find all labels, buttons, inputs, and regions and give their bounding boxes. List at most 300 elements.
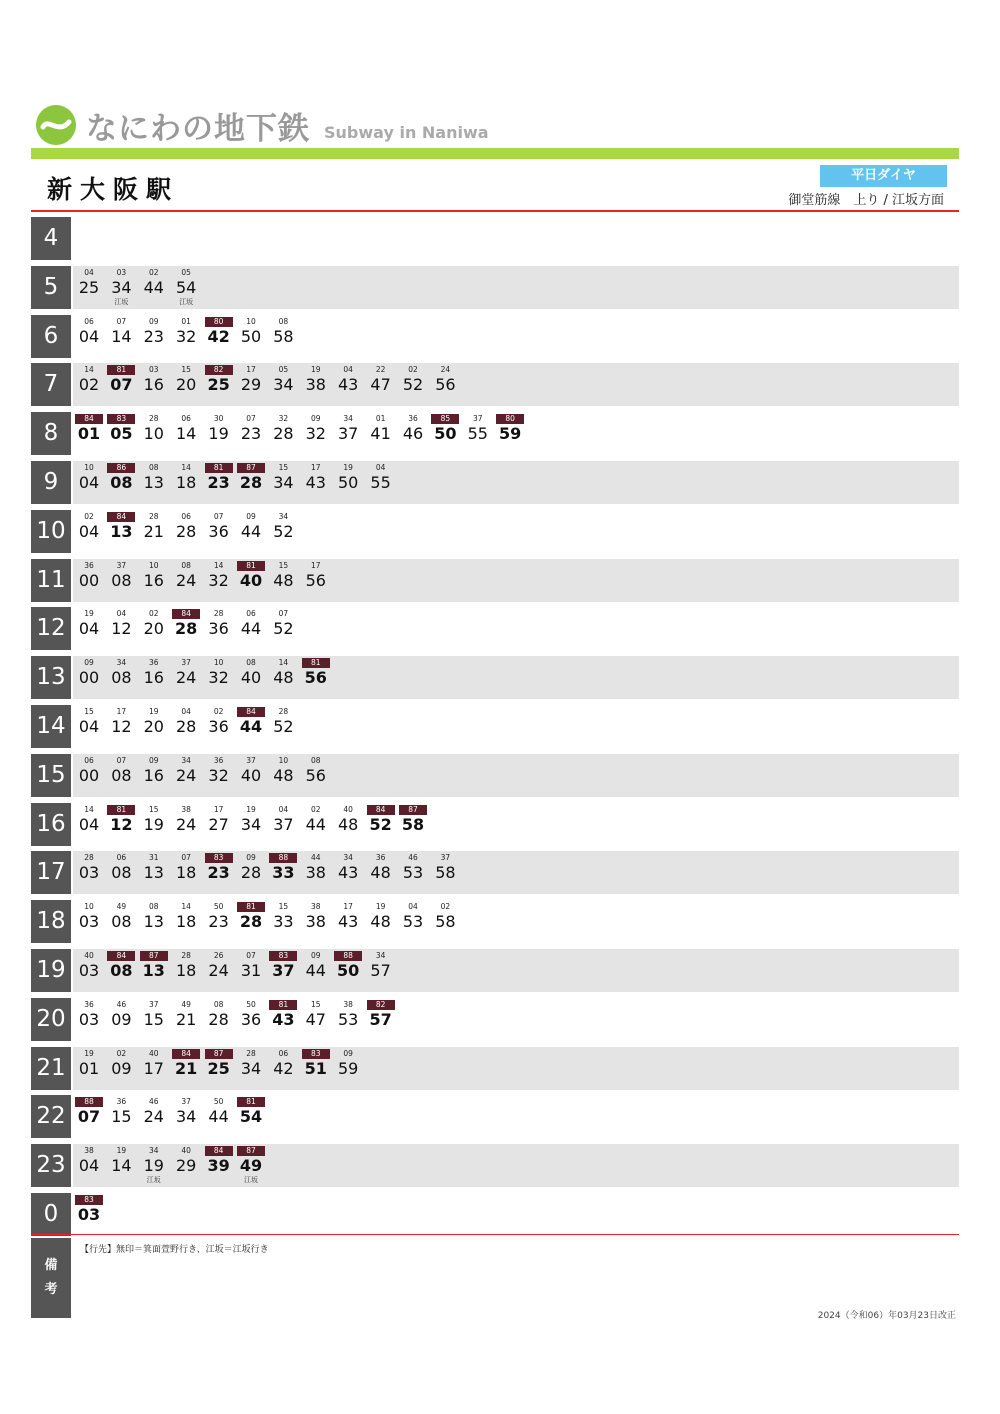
hour-row [31, 705, 959, 748]
departure [235, 510, 267, 553]
departure [170, 998, 202, 1041]
train-number: 40 [343, 804, 353, 814]
departure-minute: 00 [78, 668, 100, 688]
departure-minute: 58 [273, 326, 294, 346]
departure-minute: 13 [143, 863, 164, 883]
train-number: 40 [149, 1048, 159, 1058]
departure-minute: 52 [402, 375, 424, 395]
train-number: 84 [205, 1146, 233, 1156]
departure-minute: 18 [176, 472, 197, 492]
departure-minute: 13 [143, 472, 164, 492]
hour-row [31, 315, 959, 358]
departure [300, 1047, 332, 1090]
departure [235, 461, 267, 504]
departure [105, 851, 137, 894]
departure [267, 461, 299, 504]
header-divider [31, 148, 959, 159]
departure [105, 510, 137, 553]
train-number: 06 [278, 1048, 289, 1058]
brand-name: なにわの地下鉄 [86, 110, 310, 147]
departure [365, 412, 397, 455]
train-number: 83 [75, 1195, 103, 1205]
hour-label: 17 [31, 851, 71, 894]
train-number: 09 [246, 511, 256, 521]
train-number: 09 [246, 853, 256, 863]
train-number: 28 [213, 609, 224, 619]
departure-minute: 19 [143, 1156, 164, 1176]
departure [105, 754, 137, 797]
departure [267, 803, 299, 846]
departure-minute: 20 [176, 375, 197, 395]
departure [300, 559, 332, 602]
departure-minute: 56 [435, 375, 456, 395]
train-number: 15 [278, 560, 289, 570]
departure [397, 412, 429, 455]
train-number: 04 [375, 462, 386, 472]
departure [138, 949, 170, 992]
train-number: 81 [107, 365, 135, 375]
departure-minute: 03 [78, 863, 100, 883]
departure-minute: 46 [402, 424, 424, 444]
train-number: 88 [334, 951, 362, 961]
departure-minute: 15 [143, 1009, 164, 1029]
departure-minute: 44 [305, 814, 326, 834]
departure [73, 900, 105, 943]
departure-minute: 28 [273, 424, 294, 444]
train-number: 36 [84, 560, 94, 570]
departure-minute: 21 [143, 521, 164, 541]
departures [73, 803, 959, 846]
departure [300, 900, 332, 943]
departure [235, 607, 267, 650]
departure-minute: 24 [176, 570, 197, 590]
departure [170, 900, 202, 943]
departure-minute: 03 [77, 1204, 101, 1224]
departure-minute: 58 [435, 863, 456, 883]
train-number: 02 [213, 706, 224, 716]
train-number: 17 [311, 462, 321, 472]
train-number: 88 [75, 1097, 103, 1107]
departure-minute: 44 [240, 619, 262, 639]
departure-minute: 32 [176, 326, 197, 346]
departure-minute: 07 [77, 1107, 101, 1127]
hour-label: 10 [31, 510, 71, 553]
departure-minute: 01 [77, 424, 101, 444]
departure-minute: 08 [111, 863, 132, 883]
departures [73, 754, 959, 797]
departure-minute: 16 [143, 375, 164, 395]
departure [170, 461, 202, 504]
train-number: 07 [246, 950, 256, 960]
departures [73, 949, 959, 992]
remarks-text: 【行先】無印＝箕面萱野行き、江坂＝江坂行き [80, 1245, 269, 1255]
departure [267, 949, 299, 992]
departure-minute: 21 [175, 1058, 198, 1078]
hour-row [31, 1095, 959, 1138]
train-number: 02 [116, 1048, 127, 1058]
departure [235, 900, 267, 943]
departure [138, 363, 170, 406]
departure-minute: 48 [273, 765, 294, 785]
train-number: 87 [140, 951, 168, 961]
departure [203, 656, 235, 699]
departure-minute: 32 [305, 424, 326, 444]
departure [429, 412, 461, 455]
train-number: 36 [408, 414, 418, 424]
departure [170, 607, 202, 650]
train-number: 36 [149, 658, 159, 668]
train-number: 80 [205, 317, 233, 327]
train-number: 15 [181, 365, 191, 375]
train-number: 07 [213, 511, 224, 521]
hour-row [31, 998, 959, 1041]
hour-label: 0 [31, 1193, 71, 1236]
departure [203, 754, 235, 797]
departure-minute: 53 [402, 912, 424, 932]
departure [332, 998, 364, 1041]
departure-minute: 38 [305, 375, 326, 395]
train-number: 08 [149, 902, 159, 912]
departure-minute: 24 [208, 960, 229, 980]
departure [73, 1144, 105, 1187]
train-number: 17 [116, 706, 127, 716]
train-number: 80 [496, 414, 524, 424]
departure [365, 803, 397, 846]
departure [203, 998, 235, 1041]
departure [267, 1047, 299, 1090]
departure-minute: 42 [273, 1058, 294, 1078]
departure [138, 705, 170, 748]
departure [73, 510, 105, 553]
departure [300, 656, 332, 699]
departure-minute: 04 [78, 472, 100, 492]
train-number: 02 [149, 267, 159, 277]
train-number: 05 [278, 365, 289, 375]
hour-row [31, 217, 959, 260]
departure-minute: 29 [240, 375, 262, 395]
departure-minute: 43 [338, 912, 359, 932]
train-number: 46 [408, 853, 418, 863]
departure [203, 461, 235, 504]
train-number: 19 [116, 1146, 127, 1156]
train-number: 81 [237, 902, 265, 912]
departure-minute: 14 [176, 424, 197, 444]
train-number: 09 [149, 755, 159, 765]
departure-minute: 34 [240, 814, 262, 834]
departure-minute: 32 [208, 668, 229, 688]
departure-minute: 25 [78, 277, 100, 297]
departure [235, 949, 267, 992]
train-number: 10 [149, 560, 159, 570]
departure-minute: 34 [111, 277, 132, 297]
departure [170, 363, 202, 406]
departure-minute: 27 [208, 814, 229, 834]
train-number: 01 [375, 414, 386, 424]
train-number: 14 [181, 902, 191, 912]
train-number: 05 [181, 267, 191, 277]
departure-minute: 18 [176, 960, 197, 980]
departure [73, 998, 105, 1041]
departure-minute: 53 [338, 1009, 359, 1029]
departure [170, 656, 202, 699]
departure [365, 998, 397, 1041]
hour-row [31, 363, 959, 406]
departure [397, 803, 429, 846]
train-number: 10 [84, 902, 94, 912]
departure-minute: 48 [273, 668, 294, 688]
departure-minute: 39 [207, 1156, 230, 1176]
hour-row [31, 559, 959, 602]
remarks-label-2: 考 [44, 1282, 58, 1297]
hour-label: 12 [31, 607, 71, 650]
departure [138, 461, 170, 504]
train-number: 10 [84, 462, 94, 472]
departure-minute: 57 [370, 960, 391, 980]
departure [203, 559, 235, 602]
train-number: 84 [107, 512, 135, 522]
departure-minute: 23 [207, 472, 230, 492]
train-number: 34 [343, 414, 353, 424]
departure [105, 803, 137, 846]
remarks-divider [31, 1234, 959, 1235]
departure-minute: 28 [176, 521, 197, 541]
departure-minute: 03 [78, 912, 100, 932]
departures [73, 607, 959, 650]
departure-minute: 50 [338, 472, 359, 492]
departure [429, 363, 461, 406]
departure-minute: 04 [78, 716, 100, 736]
train-number: 38 [311, 902, 321, 912]
train-number: 04 [343, 365, 353, 375]
departure [429, 851, 461, 894]
train-number: 26 [213, 950, 224, 960]
departure-minute: 25 [207, 1058, 230, 1078]
departure-minute: 24 [176, 765, 197, 785]
departure [267, 754, 299, 797]
departure-minute: 29 [176, 1156, 197, 1176]
train-number: 28 [84, 853, 94, 863]
departure-minute: 52 [369, 814, 392, 834]
train-number: 40 [84, 950, 94, 960]
departures [73, 1047, 959, 1090]
departure [170, 315, 202, 358]
train-number: 15 [149, 804, 159, 814]
train-number: 31 [149, 853, 159, 863]
train-number: 17 [343, 902, 353, 912]
departure [365, 461, 397, 504]
departure-minute: 03 [78, 1009, 100, 1029]
departure-minute: 04 [78, 619, 100, 639]
train-number: 37 [246, 755, 256, 765]
train-number: 09 [311, 414, 321, 424]
departure [105, 705, 137, 748]
departure [105, 461, 137, 504]
departure [203, 949, 235, 992]
departure [267, 900, 299, 943]
departure [105, 1095, 137, 1138]
departure [170, 705, 202, 748]
departure-minute: 47 [370, 375, 391, 395]
train-number: 36 [213, 755, 224, 765]
train-number: 34 [375, 950, 386, 960]
hour-row [31, 656, 959, 699]
train-number: 19 [149, 706, 159, 716]
departure [73, 266, 105, 309]
departure-minute: 33 [273, 912, 294, 932]
departure-minute: 40 [239, 570, 263, 590]
departure [170, 1144, 202, 1187]
departure-minute: 36 [208, 619, 229, 639]
departure-minute: 55 [370, 472, 391, 492]
train-number: 37 [116, 560, 127, 570]
hour-label: 14 [31, 705, 71, 748]
hour-label: 11 [31, 559, 71, 602]
departures [73, 998, 959, 1041]
departures [73, 1144, 959, 1187]
departure-minute: 48 [370, 863, 391, 883]
departures [73, 1193, 959, 1236]
departure [170, 949, 202, 992]
departure-minute: 21 [176, 1009, 197, 1029]
departure [429, 900, 461, 943]
train-number: 15 [278, 462, 289, 472]
departure [170, 851, 202, 894]
departure [73, 412, 105, 455]
departure-minute: 14 [111, 1156, 132, 1176]
departure-minute: 08 [110, 960, 133, 980]
train-number: 36 [116, 1097, 127, 1107]
train-number: 08 [311, 755, 321, 765]
departure [105, 412, 137, 455]
hour-row [31, 266, 959, 309]
train-number: 37 [440, 853, 451, 863]
departure [203, 1144, 235, 1187]
departure [170, 1047, 202, 1090]
hour-row [31, 412, 959, 455]
departure [138, 412, 170, 455]
departure [203, 607, 235, 650]
departures [73, 217, 959, 260]
departure-minute: 23 [240, 424, 262, 444]
train-number: 14 [181, 462, 191, 472]
train-number: 02 [440, 902, 451, 912]
departure-minute: 04 [78, 1156, 100, 1176]
departure [235, 851, 267, 894]
train-number: 85 [431, 414, 459, 424]
departure [105, 656, 137, 699]
departure [267, 559, 299, 602]
train-number: 30 [213, 414, 224, 424]
train-number: 49 [181, 999, 191, 1009]
hour-row [31, 607, 959, 650]
train-number: 50 [213, 1097, 224, 1107]
departure [365, 851, 397, 894]
train-number: 28 [278, 706, 289, 716]
train-number: 83 [205, 853, 233, 863]
departure-minute: 13 [142, 960, 165, 980]
departure [73, 1047, 105, 1090]
departures [73, 412, 959, 455]
departure-minute: 38 [305, 863, 326, 883]
departure [397, 363, 429, 406]
train-number: 10 [246, 316, 256, 326]
departure-minute: 28 [239, 912, 263, 932]
train-number: 14 [84, 365, 94, 375]
departure-minute: 32 [208, 570, 229, 590]
departure-minute: 07 [110, 375, 133, 395]
departure-minute: 28 [176, 716, 197, 736]
train-number: 15 [311, 999, 321, 1009]
departure-minute: 58 [401, 814, 425, 834]
departure [170, 803, 202, 846]
departure [235, 998, 267, 1041]
departure-minute: 09 [111, 1009, 132, 1029]
departure-minute: 59 [499, 424, 522, 444]
brand-subtitle: Subway in Naniwa [324, 122, 489, 142]
departure [138, 559, 170, 602]
departure [138, 803, 170, 846]
train-number: 07 [116, 755, 127, 765]
train-number: 19 [84, 1048, 94, 1058]
departure-minute: 08 [111, 668, 132, 688]
hour-row [31, 510, 959, 553]
train-number: 50 [246, 999, 256, 1009]
train-number: 37 [181, 1097, 191, 1107]
train-number: 38 [181, 804, 191, 814]
train-number: 40 [181, 1146, 191, 1156]
departure-minute: 32 [208, 765, 229, 785]
train-number: 28 [149, 511, 159, 521]
departure [138, 656, 170, 699]
departure-minute: 17 [143, 1058, 164, 1078]
departure [332, 461, 364, 504]
departure [235, 412, 267, 455]
train-number: 08 [246, 658, 256, 668]
departure [105, 998, 137, 1041]
train-number: 38 [84, 1146, 94, 1156]
departure-minute: 00 [78, 570, 100, 590]
train-number: 08 [149, 462, 159, 472]
departure [267, 363, 299, 406]
departure-minute: 36 [240, 1009, 262, 1029]
departure [138, 1047, 170, 1090]
train-number: 34 [278, 511, 289, 521]
train-number: 08 [278, 316, 289, 326]
departure-minute: 56 [304, 668, 327, 688]
departure [300, 461, 332, 504]
departure [300, 949, 332, 992]
hour-row [31, 949, 959, 992]
departure [73, 754, 105, 797]
departure-minute: 54 [176, 277, 197, 297]
departure-minute: 34 [240, 1058, 262, 1078]
departure [267, 656, 299, 699]
departure [300, 363, 332, 406]
departure [138, 510, 170, 553]
train-number: 88 [269, 853, 297, 863]
departure-minute: 03 [78, 960, 100, 980]
train-number: 04 [116, 609, 127, 619]
train-number: 02 [84, 511, 94, 521]
train-number: 22 [375, 365, 386, 375]
departure [203, 412, 235, 455]
train-number: 49 [116, 902, 127, 912]
departure-minute: 50 [337, 960, 360, 980]
departure [235, 363, 267, 406]
train-number: 06 [84, 316, 94, 326]
train-number: 09 [84, 658, 94, 668]
departure [300, 998, 332, 1041]
